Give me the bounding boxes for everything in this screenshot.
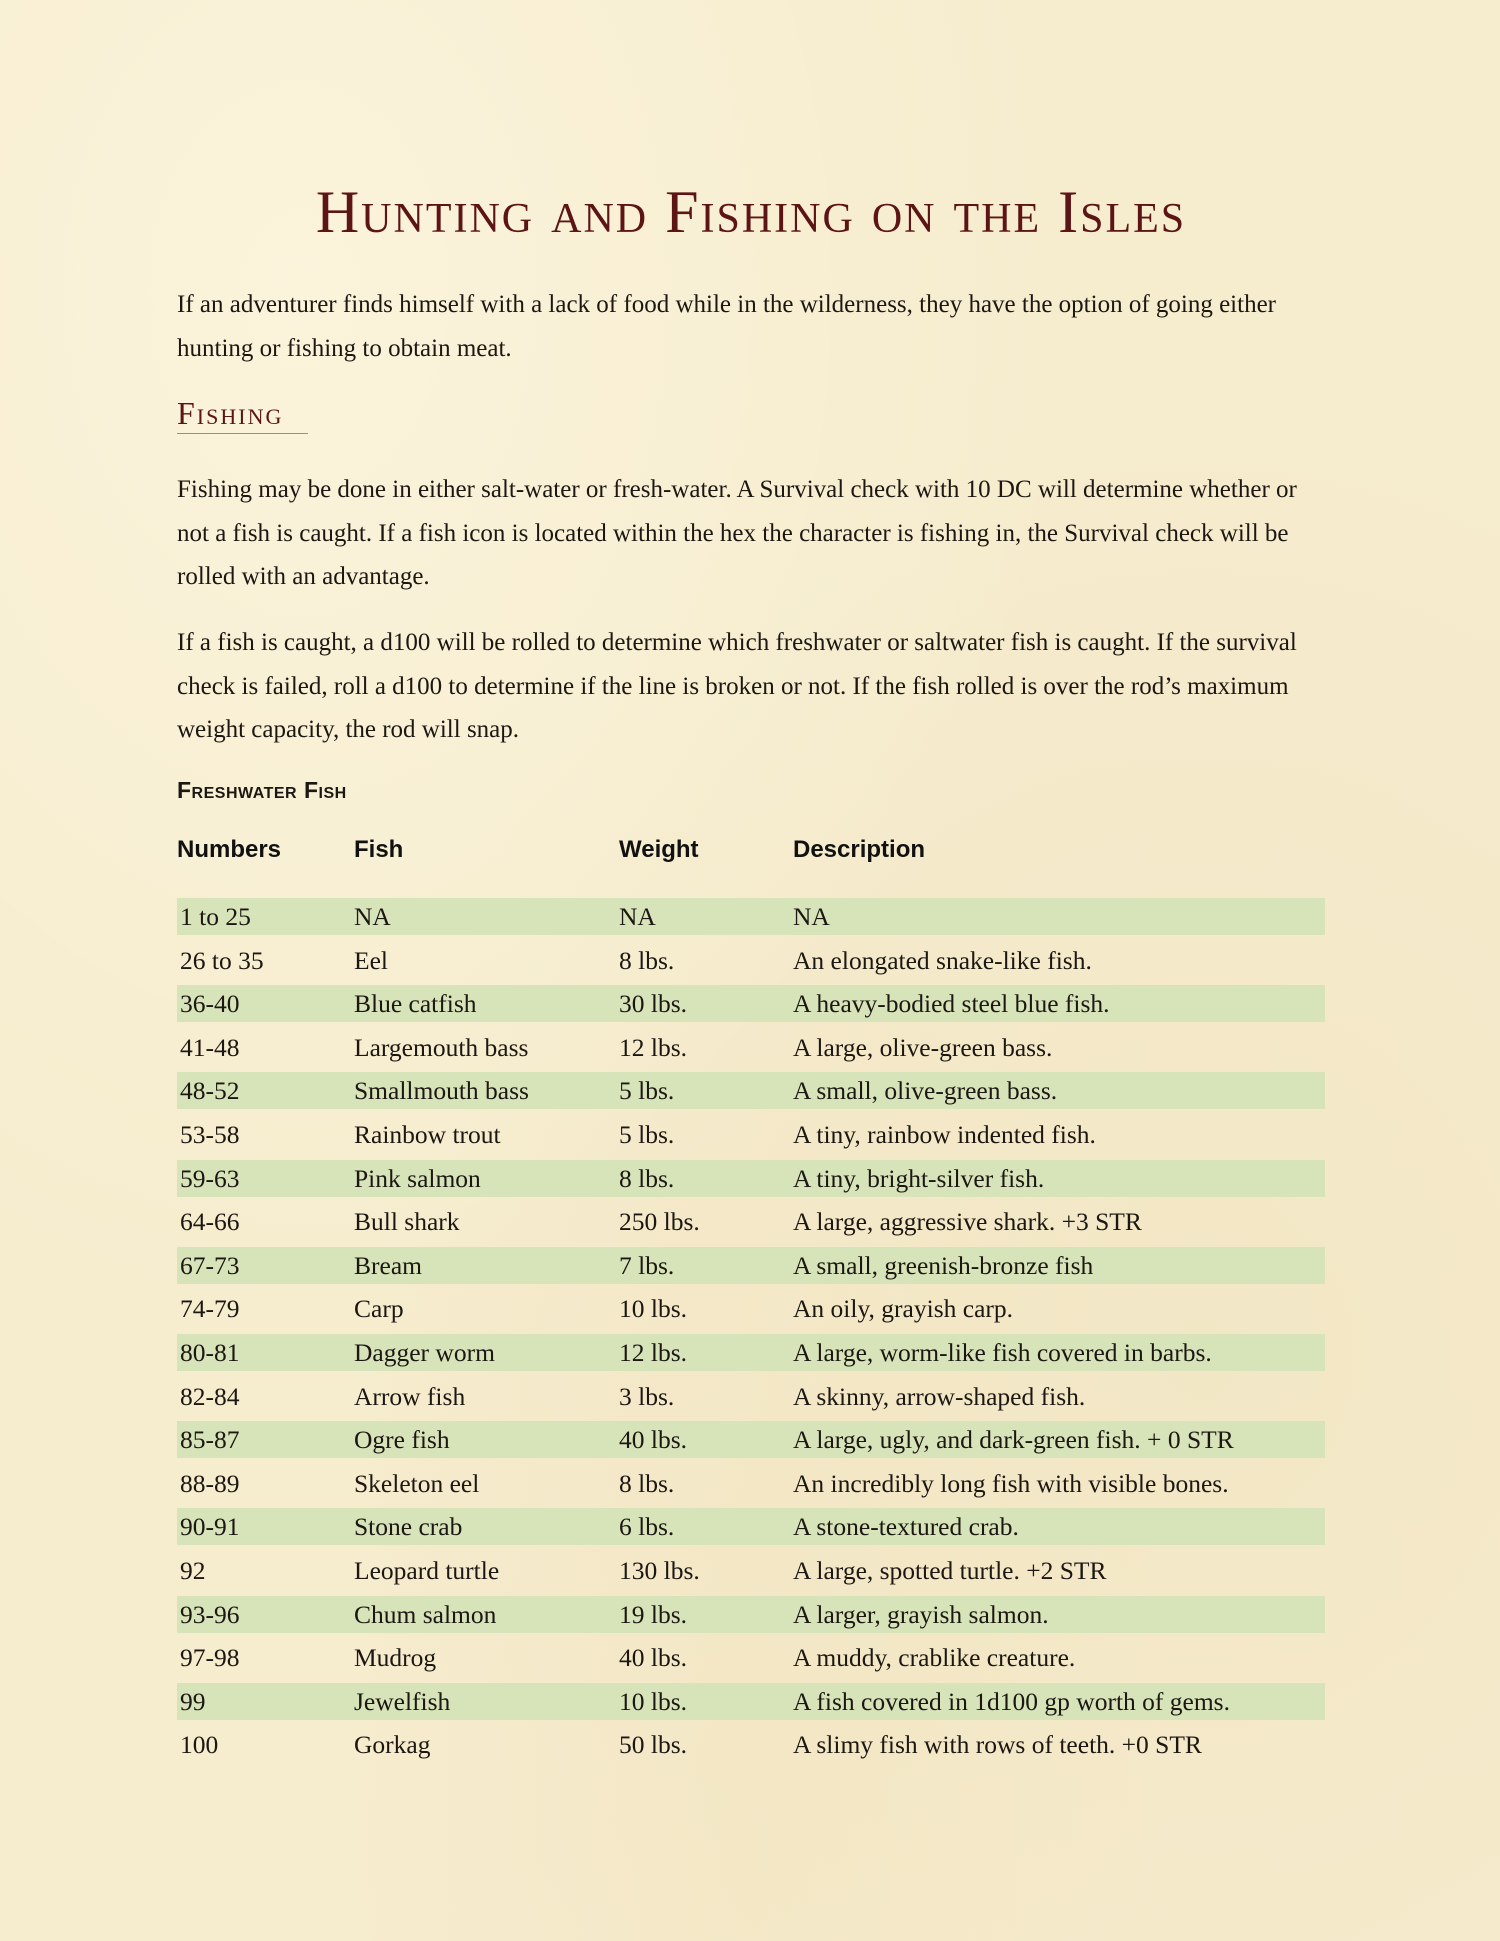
row-fish: Chum salmon <box>354 1599 497 1629</box>
row-numbers: 48-52 <box>180 1076 240 1106</box>
table-row <box>177 1072 1325 1109</box>
row-weight: 50 lbs. <box>619 1730 688 1760</box>
row-weight: 12 lbs. <box>619 1337 688 1367</box>
row-fish: Stone crab <box>354 1512 463 1542</box>
row-numbers: 26 to 35 <box>180 945 264 975</box>
row-description: A muddy, crablike creature. <box>793 1643 1076 1673</box>
row-numbers: 93-96 <box>180 1599 240 1629</box>
row-description: A large, aggressive shark. +3 STR <box>793 1207 1142 1237</box>
row-weight: 130 lbs. <box>619 1555 700 1585</box>
row-numbers: 80-81 <box>180 1337 240 1367</box>
row-weight: 40 lbs. <box>619 1425 688 1455</box>
row-fish: Eel <box>354 945 388 975</box>
row-weight: 8 lbs. <box>619 1163 675 1193</box>
row-numbers: 82-84 <box>180 1381 240 1411</box>
table-row <box>177 1116 1325 1153</box>
row-fish: Largemouth bass <box>354 1032 529 1062</box>
table-row <box>177 1421 1325 1458</box>
row-fish: Mudrog <box>354 1643 437 1673</box>
row-numbers: 88-89 <box>180 1468 240 1498</box>
row-description: A small, olive-green bass. <box>793 1076 1058 1106</box>
table-body <box>177 898 1325 1763</box>
row-numbers: 74-79 <box>180 1294 240 1324</box>
row-description: A large, olive-green bass. <box>793 1032 1053 1062</box>
table-row <box>177 1596 1325 1633</box>
table-row <box>177 1683 1325 1720</box>
header-description: Description <box>793 836 926 863</box>
row-description: A tiny, bright-silver fish. <box>793 1163 1045 1193</box>
row-weight: 10 lbs. <box>619 1294 688 1324</box>
fishing-paragraph-2: If a fish is caught, a d100 will be rolled to determine which freshwater or saltwater fish is caught. If the survival check is failed, roll a d100 to determine if the line is broken or not. If the fish rolled is over the rod’s maximum weight capacity, the rod will snap. <box>177 629 1297 743</box>
row-numbers: 36-40 <box>180 989 240 1019</box>
freshwater-fish-table <box>177 828 1325 1770</box>
row-fish: Dagger worm <box>354 1337 495 1367</box>
row-fish: Arrow fish <box>354 1381 466 1411</box>
row-description: A large, spotted turtle. +2 STR <box>793 1555 1107 1585</box>
row-description: NA <box>793 902 830 931</box>
heading-underline <box>177 433 308 434</box>
row-description: A slimy fish with rows of teeth. +0 STR <box>793 1730 1202 1760</box>
row-description: A larger, grayish salmon. <box>793 1599 1049 1629</box>
row-description: A large, ugly, and dark-green fish. + 0 STR <box>793 1425 1234 1455</box>
row-weight: 12 lbs. <box>619 1032 688 1062</box>
row-weight: 6 lbs. <box>619 1512 675 1542</box>
row-description: An elongated snake-like fish. <box>793 945 1092 975</box>
row-fish: NA <box>354 902 391 931</box>
table-row <box>177 1334 1325 1371</box>
row-fish: Gorkag <box>354 1730 431 1760</box>
row-fish: Ogre fish <box>354 1425 450 1455</box>
row-weight: 250 lbs. <box>619 1207 700 1237</box>
row-numbers: 64-66 <box>180 1207 240 1237</box>
row-numbers: 1 to 25 <box>180 902 251 931</box>
table-row <box>177 1029 1325 1066</box>
row-numbers: 53-58 <box>180 1119 240 1149</box>
table-row <box>177 942 1325 979</box>
row-weight: NA <box>619 902 656 931</box>
row-numbers: 85-87 <box>180 1425 240 1455</box>
row-weight: 19 lbs. <box>619 1599 688 1629</box>
row-description: An incredibly long fish with visible bones. <box>793 1468 1229 1498</box>
row-numbers: 92 <box>180 1555 206 1585</box>
row-description: A heavy-bodied steel blue fish. <box>793 989 1110 1019</box>
row-description: A small, greenish-bronze fish <box>793 1250 1094 1280</box>
row-weight: 10 lbs. <box>619 1686 688 1716</box>
header-weight: Weight <box>619 836 699 863</box>
fishing-paragraph-1: Fishing may be done in either salt-water or fresh-water. A Survival check with 10 DC will determine whether or not a fish is caught. If a fish icon is located within the hex the character is fishing in, the Survival check will be rolled with an advantage. <box>177 476 1297 590</box>
row-description: A skinny, arrow-shaped fish. <box>793 1381 1086 1411</box>
row-weight: 3 lbs. <box>619 1381 675 1411</box>
intro-paragraph: If an adventurer finds himself with a lack of food while in the wilderness, they have the option of going either hunting or fishing to obtain meat. <box>177 291 1276 362</box>
row-fish: Jewelfish <box>354 1686 451 1716</box>
row-description: A fish covered in 1d100 gp worth of gems. <box>793 1686 1230 1716</box>
row-fish: Rainbow trout <box>354 1119 501 1149</box>
row-fish: Blue catfish <box>354 989 477 1019</box>
table-row <box>177 1290 1325 1327</box>
row-description: An oily, grayish carp. <box>793 1294 1013 1324</box>
row-weight: 5 lbs. <box>619 1076 675 1106</box>
row-fish: Leopard turtle <box>354 1555 500 1585</box>
row-description: A tiny, rainbow indented fish. <box>793 1119 1096 1149</box>
row-numbers: 41-48 <box>180 1032 240 1062</box>
table-row <box>177 1508 1325 1545</box>
table-row <box>177 1465 1325 1502</box>
row-numbers: 100 <box>180 1730 219 1760</box>
row-fish: Carp <box>354 1294 404 1324</box>
header-fish: Fish <box>354 836 404 863</box>
row-weight: 5 lbs. <box>619 1119 675 1149</box>
row-numbers: 99 <box>180 1686 206 1716</box>
row-weight: 8 lbs. <box>619 1468 675 1498</box>
row-fish: Skeleton eel <box>354 1468 480 1498</box>
table-row <box>177 985 1325 1022</box>
table-header-row <box>177 828 1325 898</box>
table-row <box>177 1160 1325 1197</box>
table-row <box>177 898 1325 935</box>
row-numbers: 59-63 <box>180 1163 240 1193</box>
row-weight: 7 lbs. <box>619 1250 675 1280</box>
row-fish: Bream <box>354 1250 422 1280</box>
row-weight: 8 lbs. <box>619 945 675 975</box>
fishing-heading: Fishing <box>177 395 284 431</box>
row-description: A stone-textured crab. <box>793 1512 1019 1542</box>
table-row <box>177 1378 1325 1415</box>
table-row <box>177 1247 1325 1284</box>
table-row <box>177 1726 1325 1763</box>
page-title: Hunting and Fishing on the Isles <box>315 179 1187 245</box>
row-fish: Bull shark <box>354 1207 460 1237</box>
row-weight: 40 lbs. <box>619 1643 688 1673</box>
row-description: A large, worm-like fish covered in barbs. <box>793 1337 1212 1367</box>
row-fish: Pink salmon <box>354 1163 481 1193</box>
table-caption: Freshwater Fish <box>177 777 347 803</box>
table-row <box>177 1639 1325 1676</box>
header-numbers: Numbers <box>177 836 282 863</box>
row-numbers: 67-73 <box>180 1250 240 1280</box>
row-fish: Smallmouth bass <box>354 1076 529 1106</box>
row-numbers: 90-91 <box>180 1512 240 1542</box>
table-row <box>177 1552 1325 1589</box>
row-weight: 30 lbs. <box>619 989 688 1019</box>
row-numbers: 97-98 <box>180 1643 240 1673</box>
table-row <box>177 1203 1325 1240</box>
